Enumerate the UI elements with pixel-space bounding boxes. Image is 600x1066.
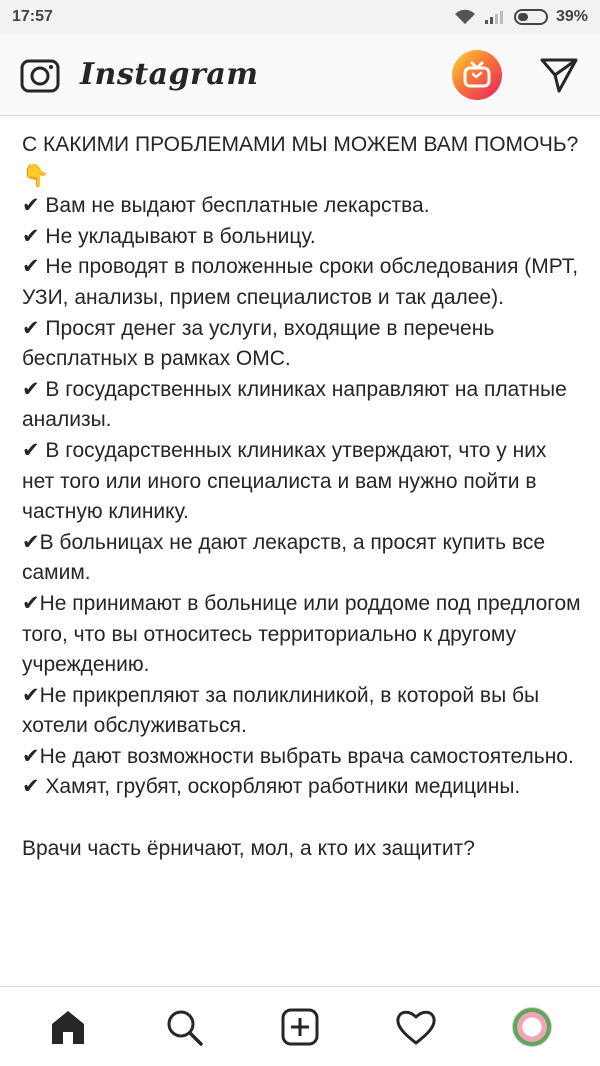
caption-heading: С КАКИМИ ПРОБЛЕМАМИ МЫ МОЖЕМ ВАМ ПОМОЧЬ? xyxy=(22,133,579,156)
problem-item: ✔ Не укладывают в больницу. xyxy=(22,224,316,248)
problem-item: ✔Не дают возможности выбрать врача самостоятельно. xyxy=(22,744,574,768)
post-caption xyxy=(22,130,587,864)
problem-item: ✔ В государственных клиниках утверждают, что у них нет того или иного специалиста и вам нужно пойти в частную клинику. xyxy=(22,438,553,524)
status-time: 17:57 xyxy=(12,8,53,25)
problem-item: ✔ Вам не выдают бесплатные лекарства. xyxy=(22,194,430,218)
problem-item: ✔ В государственных клиниках направляют на платные анализы. xyxy=(22,377,573,432)
igtv-icon[interactable] xyxy=(452,50,502,100)
add-post-icon[interactable] xyxy=(270,997,330,1057)
battery-icon xyxy=(514,9,548,25)
direct-message-icon[interactable] xyxy=(538,54,580,96)
activity-heart-icon[interactable] xyxy=(386,997,446,1057)
problem-item: ✔Не прикрепляют за поликлиникой, в которой вы бы хотели обслуживаться. xyxy=(22,683,545,738)
instagram-logo: Instagram xyxy=(80,57,259,92)
status-bar xyxy=(0,0,600,34)
caption-footer-text: Врачи часть ёрничают, мол, а кто их защитит? xyxy=(22,836,475,860)
problem-item: ✔ Просят денег за услуги, входящие в перечень бесплатных в рамках ОМС. xyxy=(22,316,501,371)
signal-icon xyxy=(484,9,506,25)
profile-avatar[interactable] xyxy=(502,997,562,1057)
problem-item: ✔В больницах не дают лекарств, а просят купить все самим. xyxy=(22,530,551,585)
bottom-navigation xyxy=(0,986,600,1066)
blank-line xyxy=(22,803,582,834)
battery-percent: 39% xyxy=(555,8,588,25)
pointing-down-emoji: 👇 xyxy=(22,162,50,188)
home-icon[interactable] xyxy=(38,997,98,1057)
avatar xyxy=(512,1007,552,1047)
problem-item: ✔ Хамят, грубят, оскорбляют работники медицины. xyxy=(22,775,521,799)
search-icon[interactable] xyxy=(154,997,214,1057)
camera-icon[interactable] xyxy=(20,55,60,95)
problem-item: ✔ Не проводят в положенные сроки обследования (МРТ, УЗИ, анализы, прием специалистов и так далее). xyxy=(22,255,584,309)
problem-item: ✔Не принимают в больнице или роддоме под предлогом того, что вы относитесь территориально к другому учреждению. xyxy=(22,591,587,677)
wifi-icon xyxy=(454,9,476,25)
status-indicators xyxy=(454,8,588,26)
app-header xyxy=(0,34,600,116)
